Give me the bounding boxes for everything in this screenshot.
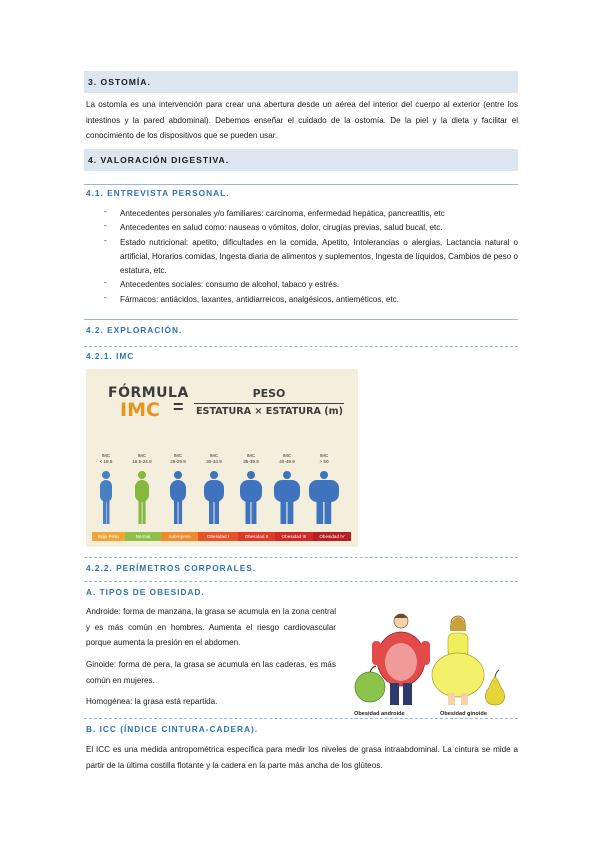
formula-word: FÓRMULA [108,385,189,401]
bmi-category-label: Obesidad IV [313,532,351,541]
bmi-range-label: IMC 25-29.9 [170,453,186,464]
equals-sign: = [173,397,184,417]
section-4-heading: 4. VALORACIÓN DIGESTIVA. [84,149,518,171]
section-a-heading: A. TIPOS DE OBESIDAD. [86,587,205,597]
divider [84,718,518,719]
bmi-category-label: Bajo Peso [92,532,125,541]
section-4-2-1-heading: 4.2.1. IMC [86,351,135,361]
section-b-body: El ICC es una medida antropométrica específica para medir los niveles de grasa intraabdominal. La cintura se mide a partir de la última costilla flotante y la cadera en la parte más ancha de los glúteos. [86,745,518,770]
list-item: - Fármacos: antiácidos, laxantes, antidiarreicos, analgésicos, antieméticos, etc. [104,292,399,304]
divider [84,581,518,582]
bmi-category-label: Obesidad II [238,532,275,541]
bmi-range-label: IMC > 50 [319,453,329,464]
bmi-range-label: IMC 35-39.9 [243,453,259,464]
divider [84,184,518,185]
bmi-range-label: IMC < 18.5 [99,453,113,464]
bmi-range-label: IMC 40-49.9 [279,453,295,464]
body-figure-icon [86,469,126,527]
list-item: - Estado nutricional: apetito, dificultades en la comida, Apetito, Intolerancias o alergias, Lactancia natural o artificial, Horarios comidas, Ingesta diaria de alimentos y suplementos, Ingesta de líquidos, Cambios de peso o estatura, etc. [104,235,518,276]
divider [84,557,518,558]
ginoide-text: Ginoide: forma de pera, la grasa se acumula en las caderas, es más común en mujeres. [86,660,336,685]
obesity-figures-icon [352,607,512,711]
body-figure-icon [158,469,198,527]
body-figure-icon [267,469,307,527]
divider [84,319,518,320]
section-3-heading: 3. OSTOMÍA. [84,71,518,93]
section-b-heading: B. ICC (ÍNDICE CINTURA-CADERA). [86,724,259,734]
divider [84,346,518,347]
section-4-2-heading: 4.2. EXPLORACIÓN. [86,325,183,335]
caption-android: Obesidad androide [354,711,405,717]
bmi-range-label: IMC 30-34.9 [206,453,222,464]
bmi-category-label: Obesidad I [198,532,238,541]
fraction-line [194,403,344,404]
homogenea-text: Homogénea: la grasa está repartida. [86,697,218,706]
body-figure-icon [231,469,271,527]
caption-ginoide: Obesidad ginoide [440,711,487,717]
obesity-types-illustration [352,607,512,719]
formula-abbr: IMC [120,399,160,421]
list-item: - Antecedentes en salud como: nauseas o vómitos, dolor, cirugías previas, salud bucal, etc. [104,221,443,233]
list-item: - Antecedentes personales y/o familiares: carcinoma, enfermedad hepática, pancreatitis, etc [104,207,445,218]
bmi-category-label: Normal [125,532,161,541]
body-figure-icon [122,469,162,527]
bmi-category-label: Sobrepeso [161,532,198,541]
android-text: Androide: forma de manzana, la grasa se acumula en la zona central y es más común en hombres. Aumenta el riesgo cardiovascular porque aumenta la presión en el abdomen. [86,607,336,647]
section-4-1-heading: 4.1. ENTREVISTA PERSONAL. [86,188,230,198]
list-item: - Antecedentes sociales: consumo de alcohol, tabaco y estrés. [104,278,340,290]
body-figure-icon [194,469,234,527]
formula-denominator: ESTATURA × ESTATURA (m) [195,406,343,417]
bmi-category-label: Obesidad III [275,532,313,541]
body-figure-icon [304,469,344,527]
bmi-infographic [86,369,358,547]
bmi-range-label: IMC 18.5-24.9 [132,453,152,464]
formula-numerator: PESO [252,387,286,400]
section-4-2-2-heading: 4.2.2. PERÍMETROS CORPORALES. [86,563,257,573]
interview-list [86,207,518,307]
section-3-body: La ostomía es una intervención para crear una abertura desde un aérea del interior del cuerpo al exterior (entre los intestinos y la pared abdominal). Debemos enseñar el cuidado de la ostomía. De la piel y la dieta y facilitar el conocimiento de los dispositivos que se pueden usar. [86,100,518,140]
